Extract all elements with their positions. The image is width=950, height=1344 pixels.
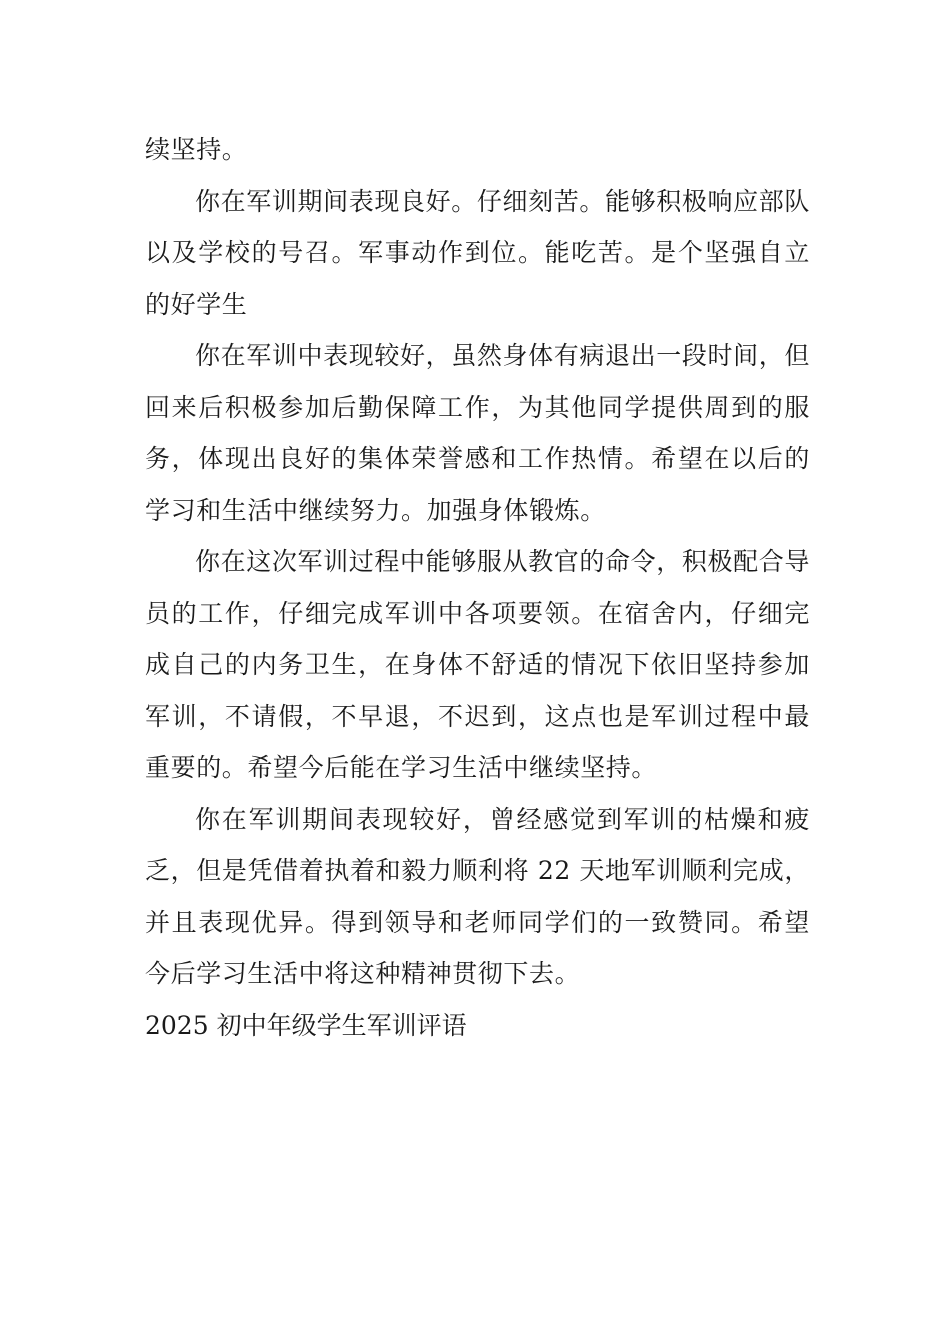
paragraph-comment-1: 你在军训期间表现良好。仔细刻苦。能够积极响应部队以及学校的号召。军事动作到位。能吃苦。是个坚强自立的好学生 [145,186,810,319]
paragraph-comment-4: 你在军训期间表现较好，曾经感觉到军训的枯燥和疲乏，但是凭借着执着和毅力顺利将 22 天地军训顺利完成，并且表现优异。得到领导和老师同学们的一致赞同。希望今后学习生活中将这种精神贯彻下去。 [145,804,810,988]
paragraph-comment-2: 你在军训中表现较好，虽然身体有病退出一段时间，但回来后积极参加后勤保障工作，为其他同学提供周到的服务，体现出良好的集体荣誉感和工作热情。希望在以后的学习和生活中继续努力。加强身体锻炼。 [145,341,810,525]
paragraph-comment-3: 你在这次军训过程中能够服从教官的命令，积极配合导员的工作，仔细完成军训中各项要领。在宿舍内，仔细完成自己的内务卫生，在身体不舒适的情况下依旧坚持参加军训，不请假，不早退，不迟到，这点也是军训过程中最重要的。希望今后能在学习生活中继续坚持。 [145,547,810,782]
footer-title: 2025 初中年级学生军训评语 [145,1010,467,1040]
paragraph-continuation: 续坚持。 [145,135,248,164]
document-body [145,124,810,1051]
